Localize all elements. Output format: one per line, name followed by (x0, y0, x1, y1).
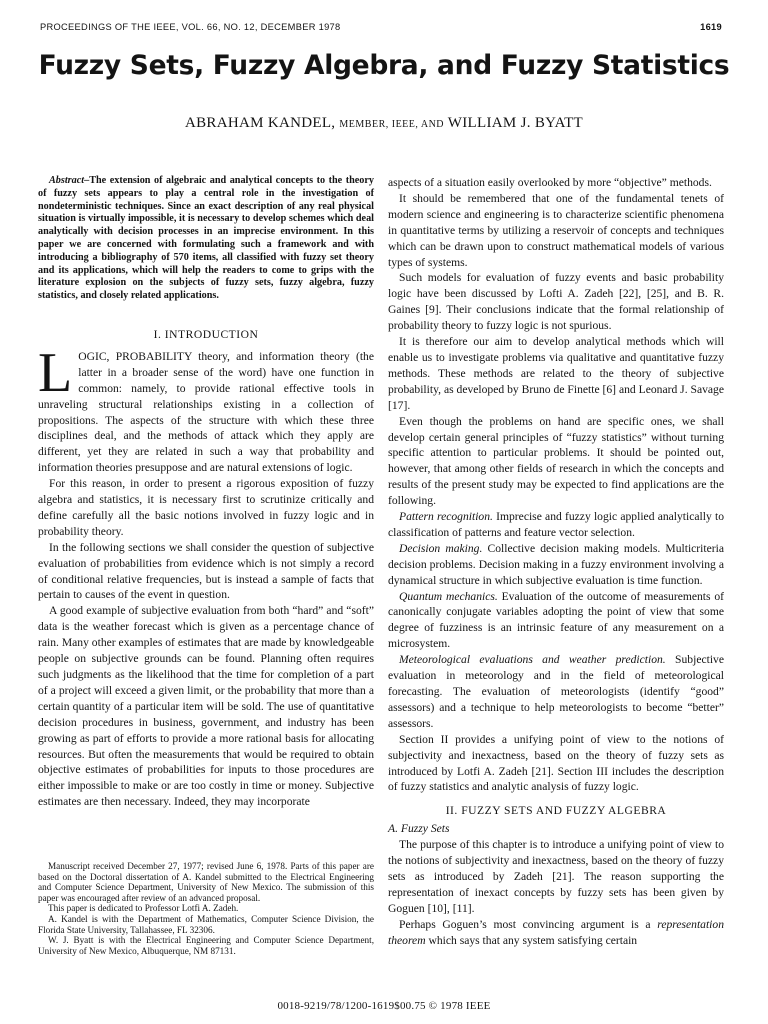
journal-citation: PROCEEDINGS OF THE IEEE, VOL. 66, NO. 12, DECEMBER 1978 (40, 22, 341, 32)
drop-cap: L (38, 341, 73, 404)
application-item (388, 652, 724, 732)
copyright-footer: 0018-9219/78/1200-1619$00.75 © 1978 IEEE (277, 1000, 491, 1012)
footnote-block (38, 861, 374, 956)
footnote-byatt-affiliation: W. J. Byatt is with the Electrical Engineering and Computer Science Department, University of New Mexico, Albuquerque, NM 87131. (38, 935, 374, 956)
emphasis-term: representation theorem (388, 917, 724, 947)
page-number: 1619 (700, 22, 722, 32)
application-text: Collective decision making models. Multicriteria decision problems. Decision making in a fuzzy environment involving a dynamical structure in which subjective evaluation is time function. (388, 541, 724, 587)
body-paragraph: The purpose of this chapter is to introduce a unifying point of view to the notions of subjectivity and inexactness, based on the theory of fuzzy sets as introduced by Zadeh [21]. The reason supporting the representation of inexact concepts by fuzzy sets has been given by Goguen [10], [11]. (388, 838, 724, 915)
application-text: Evaluation of the outcome of measurements of canonically conjugate variables adopting the point of view that some degree of fuzziness is an intrinsic feature of any measurement on a microsystem. (388, 589, 724, 651)
body-text: Perhaps Goguen’s most convincing argument is a (399, 917, 658, 931)
application-item (388, 589, 724, 653)
body-paragraph (388, 917, 724, 949)
footnote-kandel-affiliation: A. Kandel is with the Department of Mathematics, Computer Science Division, the Florida State University, Tallahassee, FL 32306. (38, 913, 374, 935)
section-heading-fuzzy-sets: II. FUZZY SETS AND FUZZY ALGEBRA (445, 804, 667, 818)
running-head (40, 22, 722, 36)
section-heading-introduction: I. INTRODUCTION (153, 327, 259, 341)
intro-paragraph: For this reason, in order to present a rigorous exposition of fuzzy algebra and statistics, it is necessary first to scrutinize critically and define carefully all the basic notions involved in fuzzy logic and in probability theory. (38, 477, 374, 538)
intro-first-paragraph (38, 341, 374, 476)
application-label: Pattern recognition. (399, 510, 493, 524)
application-item (388, 509, 724, 541)
application-label: Decision making. (399, 541, 483, 555)
author-kandel: ABRAHAM KANDEL, (185, 115, 336, 131)
left-column (38, 175, 374, 810)
application-text: Imprecise and fuzzy logic applied analytically to classification of patterns and feature vector selection. (388, 510, 725, 539)
abstract (38, 175, 374, 303)
author-byatt: WILLIAM J. BYATT (447, 115, 583, 131)
application-label: Quantum mechanics. (399, 589, 498, 603)
footnote-dedication: This paper is dedicated to Professor Lotfi A. Zadeh. (48, 903, 239, 914)
right-column (388, 175, 724, 949)
body-text: which says that any system satisfying certain (425, 933, 638, 947)
intro-first-paragraph-text: OGIC, PROBABILITY theory, and information theory (the latter in a broader sense of the word) have one function in common: namely, to provide rational effective tools in unraveling structural relationships existing in a collection of propositions. The aspects of the structure with which these three disciplines deal, and the methods of attack which they apply are different, yet they are related in such a way that probability and information theories presuppose and are natural extensions of logic. (38, 349, 374, 475)
intro-paragraph: In the following sections we shall consider the question of subjective evaluation of probabilities from evidence which is not simply a record of conditional relative frequencies, but is instead a sample of facts that pertain to causes of the event in question. (38, 540, 374, 602)
body-paragraph: aspects of a situation easily overlooked by more “objective” methods. (388, 176, 712, 189)
body-paragraph: It should be remembered that one of the fundamental tenets of modern science and engineering is to characterize scientific phenomena in quantitative terms by utilizing a reservoir of concepts and techniques which can be drawn upon to construct mathematical models of various types of systems. (388, 191, 724, 269)
intro-paragraph: A good example of subjective evaluation from both “hard” and “soft” data is the weather forecast which is given as a percentage chance of rain. Many other examples of estimates that are made by knowledgeable people on subjective grounds can be found. Planning often requires such judgments as the likelihood that the time for completion of a part of a project will exceed a given limit, or the probability that more than a certain quantity of a particular item will be sold. The use of quantitative decision procedures in business, government, and industry has been growing as part of efforts to provide a more rational basis for allocating resources. But often the measurements that would be required to obtain objective estimates of probabilities for inputs to those procedures are either impossible to make or are too costly in time or money. Subjective estimates are then necessary. Indeed, they may incorporate (38, 604, 374, 809)
author-line (0, 115, 768, 132)
body-paragraph: Even though the problems on hand are specific ones, we shall develop certain general principles of “fuzzy statistics” without turning specific attention to particular problems. It should be pointed out, however, that among other fields of research in which the concepts and results of the present study may be expected to find applications are the following. (388, 414, 724, 508)
abstract-lead: Abstract (49, 175, 85, 186)
paper-title: Fuzzy Sets, Fuzzy Algebra, and Fuzzy Statistics (38, 50, 730, 81)
body-paragraph: Section II provides a unifying point of view to the notions of subjectivity and inexactness, based on the theory of fuzzy sets as introduced by Lotfi A. Zadeh [21]. Section III includes the description of fuzzy statistics and analytic analysis of fuzzy logic. (388, 732, 724, 794)
application-text: Subjective evaluation in meteorology and in the field of meteorological forecasting. The evaluation of meteorologists (identify “good” assessors) and a technique to help meteorologists to become “better” assessors. (388, 653, 724, 730)
abstract-text: –The extension of algebraic and analytical concepts to the theory of fuzzy sets appears to play a central role in the investigation of nondeterministic techniques. Since an exact description of any real physical situation is virtually impossible, it is necessary to develop schemes which deal analytically with decision processes in an imprecise environment. In this paper we are concerned with formulating such a framework and with introducing a bibliography of 570 items, all classified with fuzzy set theory and its applications, which will help the readers to come to grips with the literature explosion on the subjects of fuzzy sets, fuzzy algebra, fuzzy statistics, and closely related applications. (38, 175, 374, 302)
body-paragraph: Such models for evaluation of fuzzy events and basic probability logic have been discussed by Lofti A. Zadeh [22], [25], and B. R. Gaines [9]. Their conclusions indicate that the formal relationship of probability theory to fuzzy logic is not spurious. (388, 271, 724, 333)
application-item (388, 541, 724, 589)
body-paragraph: It is therefore our aim to develop analytical methods which will enable us to investigate problems via qualitative and quantitative fuzzy methods. These methods are related to the theory of subjective probability, as developed by Bruno de Finette [6] and Leonard J. Savage [17]. (388, 335, 724, 412)
application-label: Meteorological evaluations and weather prediction. (399, 653, 666, 667)
subsection-heading: A. Fuzzy Sets (388, 822, 450, 836)
footnote-manuscript: Manuscript received December 27, 1977; revised June 6, 1978. Parts of this paper are based on the Doctoral dissertation of A. Kandel submitted to the Electrical Engineering and Computer Science Department, University of New Mexico. The submission of this paper was encouraged after review of an advanced proposal. (38, 861, 374, 903)
author-affiliation: MEMBER, IEEE, AND (339, 119, 445, 130)
